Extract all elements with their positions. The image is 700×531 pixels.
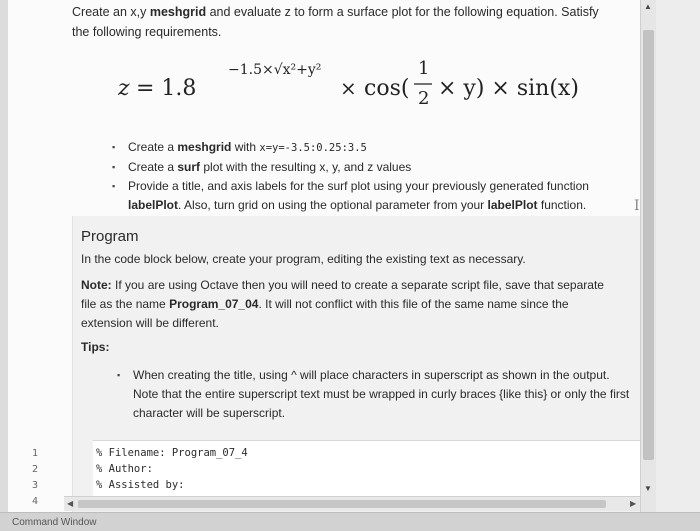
equation-tail: × y) × sin(x) bbox=[438, 76, 579, 101]
note-text: If you are using Octave then you will need to create a separate script file, save that separate file as the name bbox=[81, 278, 604, 311]
requirement-code: x=y=-3.5:0.25:3.5 bbox=[259, 142, 367, 154]
scroll-left-icon[interactable]: ◀ bbox=[67, 499, 74, 508]
note-label: Note: bbox=[81, 278, 112, 292]
code-line[interactable]: % Assisted by: bbox=[96, 479, 185, 491]
program-card bbox=[72, 216, 640, 512]
line-number-gutter bbox=[8, 448, 48, 508]
vertical-scrollbar[interactable] bbox=[640, 0, 657, 512]
equation-exponent: −1.5×√x²+y² bbox=[228, 62, 322, 78]
intro-meshgrid-term: meshgrid bbox=[149, 5, 207, 19]
intro-text-part: Create an x,y bbox=[72, 5, 150, 19]
vertical-scroll-thumb[interactable] bbox=[643, 30, 654, 460]
requirement-item bbox=[112, 158, 612, 177]
equation-cos: cos( bbox=[364, 76, 410, 101]
intro-line-1 bbox=[72, 2, 622, 22]
surface-equation bbox=[118, 40, 598, 124]
equation-times: × bbox=[340, 76, 357, 100]
line-number: 3 bbox=[32, 480, 39, 491]
octave-note bbox=[81, 276, 621, 333]
equation-z: z bbox=[118, 76, 130, 101]
note-filename: Program_07_04 bbox=[169, 297, 259, 311]
problem-document bbox=[8, 0, 640, 512]
equation-base: = 1.8 bbox=[136, 76, 197, 101]
requirement-item bbox=[112, 138, 612, 158]
intro-text-part: and evaluate z to form a surface plot for the following equation. Satisfy bbox=[206, 5, 599, 19]
code-line[interactable]: % Author: bbox=[96, 463, 153, 475]
requirement-text: with bbox=[231, 140, 260, 154]
tip-item: ▪ When creating the title, using ^ will place characters in superscript as shown in the output. Note that the entire superscript text must be wrapped in curly braces {like this} or only the first character will be superscript. bbox=[117, 366, 633, 423]
line-number: 2 bbox=[32, 464, 39, 475]
requirement-keyword: meshgrid bbox=[177, 140, 232, 154]
requirement-text: function. bbox=[537, 198, 587, 212]
equation-fraction-numerator: 1 bbox=[418, 58, 430, 79]
horizontal-scroll-thumb[interactable] bbox=[78, 500, 606, 508]
requirement-keyword: labelPlot bbox=[487, 198, 538, 212]
line-number: 1 bbox=[32, 448, 39, 459]
code-line[interactable]: % Filename: Program_07_4 bbox=[96, 447, 248, 459]
requirement-text: Create a bbox=[128, 160, 178, 174]
intro-line-2: the following requirements. bbox=[72, 25, 222, 39]
text-cursor-icon: I bbox=[634, 198, 640, 214]
program-description: In the code block below, create your program, editing the existing text as necessary. bbox=[81, 252, 526, 266]
right-side-panel bbox=[656, 0, 700, 512]
requirement-text: Provide a title, and axis labels for the surf plot using your previously generated function bbox=[128, 179, 589, 193]
requirement-item bbox=[112, 177, 612, 215]
command-window-bar bbox=[0, 512, 700, 531]
line-number: 4 bbox=[32, 496, 39, 507]
requirement-text: Create a bbox=[128, 140, 178, 154]
scroll-right-icon[interactable]: ▶ bbox=[630, 499, 637, 508]
editor-horizontal-scrollbar[interactable] bbox=[64, 496, 640, 511]
scroll-up-icon[interactable]: ▲ bbox=[644, 2, 652, 11]
command-window-tab[interactable]: Command Window bbox=[12, 517, 97, 528]
note-text: . It will not conflict with this file of the same name since the extension will be different. bbox=[81, 297, 569, 330]
requirement-text: . Also, turn grid on using the optional parameter from your bbox=[178, 198, 488, 212]
scroll-down-icon[interactable]: ▼ bbox=[644, 484, 652, 493]
tips-label: Tips: bbox=[81, 340, 110, 354]
program-heading: Program bbox=[81, 228, 139, 245]
requirement-keyword: surf bbox=[177, 160, 201, 174]
requirement-text: plot with the resulting x, y, and z values bbox=[200, 160, 412, 174]
requirements-list bbox=[112, 138, 612, 215]
equation-fraction-denominator: 2 bbox=[418, 88, 430, 109]
requirement-keyword: labelPlot bbox=[128, 198, 179, 212]
intro-text bbox=[72, 2, 622, 42]
